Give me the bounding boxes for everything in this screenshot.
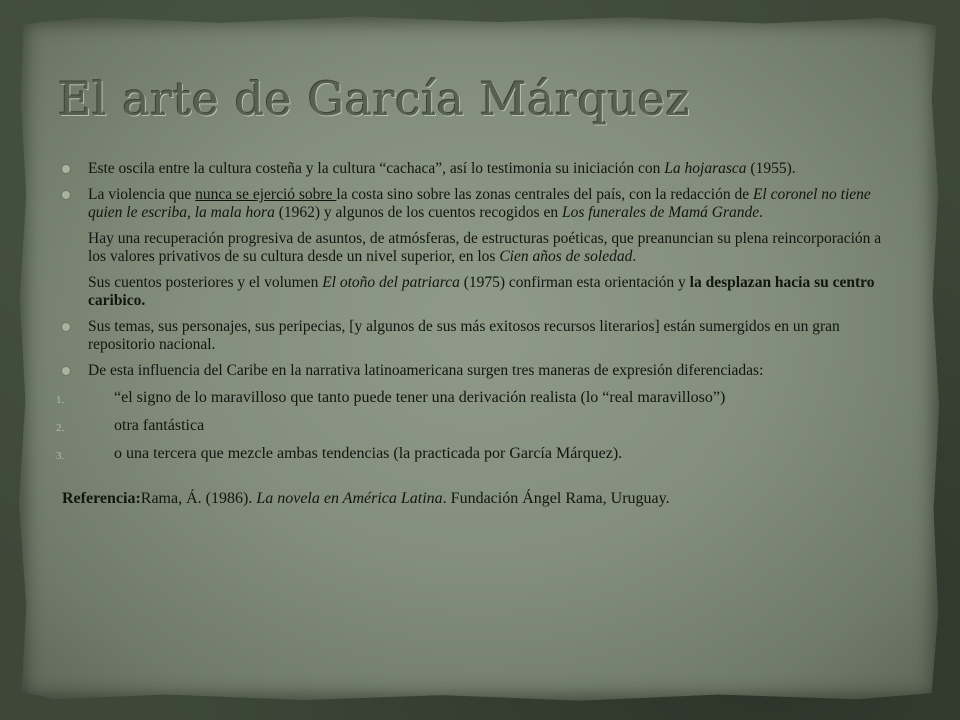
bold-text: la desplazan hacia su centro caribico.	[88, 274, 875, 309]
book-title: El otoño del patriarca	[322, 274, 460, 291]
bullet-paragraph-4	[62, 362, 892, 380]
text: . Fundación Ángel Rama, Uruguay.	[442, 490, 670, 507]
numbered-item-1	[56, 388, 892, 408]
bullet-paragraph-3	[62, 318, 892, 354]
item-number: 2.	[56, 422, 65, 434]
book-title: La hojarasca	[664, 160, 747, 177]
text: De esta influencia del Caribe en la narrativa latinoamericana surgen tres maneras de expresión diferenciadas:	[88, 362, 764, 379]
book-title: La novela en América Latina	[256, 490, 443, 507]
text: .	[632, 248, 637, 265]
bullet-paragraph-1	[62, 160, 892, 178]
bullet-dot-icon	[62, 191, 70, 199]
text: Este oscila entre la cultura costeña y la cultura “cachaca”, así lo testimonia su iniciación con	[88, 160, 665, 177]
bullet-dot-icon	[62, 367, 70, 375]
indented-paragraph-1	[62, 230, 892, 266]
item-text: “el signo de lo maravilloso que tanto puede tener una derivación realista (lo “real maravilloso”)	[114, 389, 726, 406]
item-text: o una tercera que mezcle ambas tendencias (la practicada por García Márquez).	[114, 445, 623, 462]
text: (1975) confirman esta orientación y	[459, 274, 690, 291]
slide-title: El arte de García Márquez	[58, 72, 691, 126]
text: la costa sino sobre las zonas centrales del país, con la redacción de	[336, 186, 753, 203]
reference	[62, 490, 892, 508]
item-number: 1.	[56, 394, 65, 406]
bullet-dot-icon	[62, 323, 70, 331]
reference-label: Referencia:	[62, 490, 141, 507]
numbered-item-3	[56, 444, 892, 464]
item-text: otra fantástica	[114, 417, 205, 434]
text: Rama, Á. (1986).	[140, 490, 257, 507]
text: .	[759, 204, 764, 221]
text: Sus temas, sus personajes, sus peripecias, [y algunos de sus más exitosos recursos literarios] están sumergidos en un gran repositorio nacional.	[88, 318, 840, 353]
numbered-item-2	[56, 416, 892, 436]
indented-paragraph-2	[62, 274, 892, 310]
bullet-paragraph-2	[62, 186, 892, 222]
book-title: El coronel no tiene quien le escriba, la mala hora	[88, 186, 871, 221]
text: Hay una recuperación progresiva de asuntos, de atmósferas, de estructuras poéticas, que preanuncian su plena reincorporación a los valores privativos de su cultura desde un nivel superior, en los	[88, 230, 882, 265]
text: (1955).	[746, 160, 796, 177]
book-title: Cien años de soledad	[499, 248, 633, 265]
bullet-dot-icon	[62, 165, 70, 173]
text: La violencia que	[88, 186, 196, 203]
underlined-text: nunca se ejerció sobre	[195, 186, 337, 203]
book-title: Los funerales de Mamá Grande	[561, 204, 760, 221]
slide-content	[56, 160, 892, 524]
text: (1962) y algunos de los cuentos recogidos en	[274, 204, 562, 221]
text: Sus cuentos posteriores y el volumen	[88, 274, 323, 291]
item-number: 3.	[56, 450, 65, 462]
